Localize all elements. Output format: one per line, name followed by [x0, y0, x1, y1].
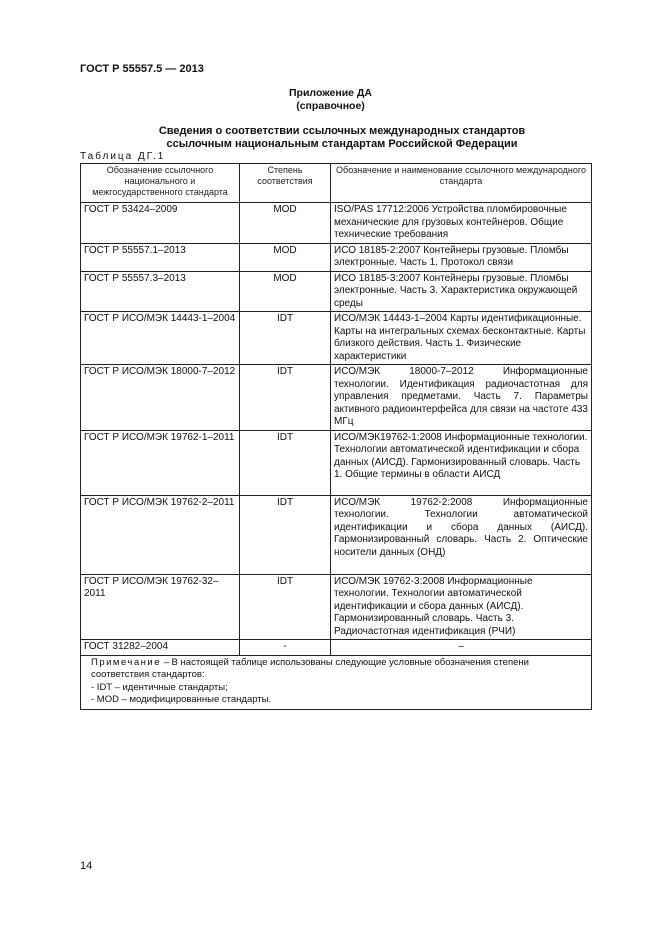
cell-degree: IDT: [240, 312, 331, 365]
note-item-mod: - MOD – модифицированные стандарты.: [91, 694, 272, 705]
appendix-subtitle: (справочное): [296, 100, 365, 112]
cell-degree: -: [240, 640, 331, 656]
table-row: [81, 271, 592, 312]
cell-international: ИСО/МЭК 14443-1–2004 Карты идентификационные. Карты на интегральных схемах бесконтактные. Карты близкого действия. Часть 1. Физические характеристики: [331, 312, 592, 365]
standards-table: [80, 163, 592, 710]
cell-degree: MOD: [240, 271, 331, 312]
cell-degree: IDT: [240, 495, 331, 574]
section-title-line-1: Сведения о соответствии ссылочных международных стандартов: [158, 125, 526, 137]
header-national: Обозначение ссылочного национального и межгосударственного стандарта: [81, 164, 240, 203]
header-degree: Степень соответствия: [240, 164, 331, 203]
cell-international: ИСО 18185-2:2007 Контейнеры грузовые. Пломбы электронные. Часть 1. Протокол связи: [331, 243, 592, 271]
table-row: [81, 640, 592, 656]
table-note-row: [81, 655, 592, 709]
table-row: [81, 430, 592, 495]
table-row: [81, 312, 592, 365]
cell-international: ИСО/МЭК 19762-3:2008 Информационные технологии. Технологии автоматической идентификации и сбора данных (АИСД). Гармонизированный словарь. Часть 3. Радиочастотная идентификация (РЧИ): [331, 574, 592, 640]
cell-national: ГОСТ Р ИСО/МЭК 18000-7–2012: [81, 365, 240, 431]
table-row: [81, 203, 592, 244]
cell-degree: MOD: [240, 203, 331, 244]
cell-national: ГОСТ Р ИСО/МЭК 19762-2–2011: [81, 495, 240, 574]
cell-degree: IDT: [240, 574, 331, 640]
cell-national: ГОСТ Р ИСО/МЭК 19762-1–2011: [81, 430, 240, 495]
cell-international: ИСО/МЭК 18000-7–2012 Информационные технологии. Идентификация радиочастотная для управления предметами. Часть 7. Параметры активного радиоинтерфейса для связи на частоте 433 МГц: [331, 365, 592, 431]
note-item-idt: - IDT – идентичные стандарты;: [91, 681, 228, 693]
table-header-row: [81, 164, 592, 203]
document-header: ГОСТ Р 55557.5 — 2013: [80, 63, 204, 75]
appendix-title: Приложение ДА: [289, 87, 372, 99]
cell-national: ГОСТ Р 55557.1–2013: [81, 243, 240, 271]
cell-national: ГОСТ Р ИСО/МЭК 19762-32– 2011: [81, 574, 240, 640]
cell-national: ГОСТ 31282–2004: [81, 640, 240, 656]
note-label: Примечание: [91, 656, 161, 668]
cell-national: ГОСТ Р 53424–2009: [81, 203, 240, 244]
table-row: [81, 243, 592, 271]
cell-degree: MOD: [240, 243, 331, 271]
cell-national: ГОСТ Р ИСО/МЭК 14443-1–2004: [81, 312, 240, 365]
cell-degree: IDT: [240, 365, 331, 431]
cell-international: ISO/PAS 17712:2006 Устройства пломбировочные механические для грузовых контейнеров. Общие технические требования: [331, 203, 592, 244]
note-intro: [91, 657, 587, 682]
note-text: – В настоящей таблице использованы следующие условные обозначения степени соответствия стандартов:: [91, 656, 529, 680]
page-number: 14: [80, 860, 93, 872]
cell-international: ИСО/МЭК19762-1:2008 Информационные технологии. Технологии автоматической идентификации и сбора данных (АИСД). Гармонизированный словарь. Часть 1. Общие термины в области АИСД: [331, 430, 592, 495]
cell-national: ГОСТ Р 55557.3–2013: [81, 271, 240, 312]
cell-international: –: [331, 640, 592, 656]
section-title: [0, 125, 661, 151]
table-row: [81, 365, 592, 431]
header-international: Обозначение и наименование ссылочного международного стандарта: [331, 164, 592, 203]
cell-international: ИСО 18185-3:2007 Контейнеры грузовые. Пломбы электронные. Часть 3. Характеристика окружающей среды: [331, 271, 592, 312]
cell-degree: IDT: [240, 430, 331, 495]
cell-international: ИСО/МЭК 19762-2:2008 Информационные технологии. Технологии автоматической идентификации и сбора данных (АИСД). Гармонизированный словарь. Часть 2. Оптические носители данных (ОНД): [331, 495, 592, 574]
section-title-line-2: ссылочным национальным стандартам Российской Федерации: [166, 138, 518, 150]
table-label: Таблица ДГ.1: [80, 151, 166, 162]
table-row: [81, 495, 592, 574]
table-note: [81, 655, 592, 709]
table-row: [81, 574, 592, 640]
